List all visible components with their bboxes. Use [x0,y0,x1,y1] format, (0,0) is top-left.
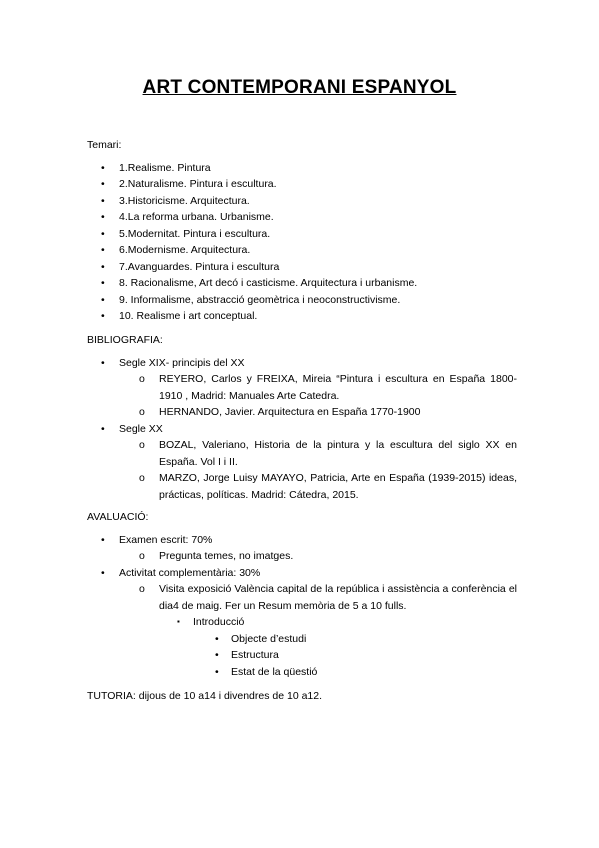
intro-subitem: Objecte d’estudi [231,632,307,645]
bullet-icon: • [101,260,105,273]
list-item [87,421,517,438]
bullet-icon: • [101,211,105,223]
temari-item: 5.Modernitat. Pintura i escultura. [119,227,271,240]
bullet-icon: o [139,583,145,595]
bibliografia-section [87,332,517,503]
list-item [87,532,517,549]
list-item [215,631,517,648]
bullet-icon: • [101,533,105,546]
temari-list [87,160,517,325]
bibliografia-label: BIBLIOGRAFIA: [87,334,163,346]
bullet-icon: • [101,566,105,579]
list-item [87,160,517,177]
bibliografia-ref: HERNANDO, Javier. Arquitectura en España 1770-1900 [159,406,421,418]
temari-item: 9. Informalisme, abstracció geomètrica i neoconstructivisme. [119,293,401,306]
bibliografia-ref: REYERO, Carlos y FREIXA, Mireia “Pintura i escultura en España 1800-1910 , Madrid: Manuales Arte Catedra. [159,373,517,402]
temari-item: 7.Avanguardes. Pintura i escultura [119,260,280,273]
bullet-icon: • [101,161,105,174]
bullet-icon: • [215,665,219,678]
bullet-icon: • [101,227,105,240]
bullet-icon: • [101,277,105,289]
temari-item: 2.Naturalisme. Pintura i escultura. [119,178,277,190]
bullet-icon: • [215,632,219,645]
bibliografia-group-heading: Segle XX [119,422,163,435]
bullet-icon: • [101,310,105,322]
document-title: ART CONTEMPORANI ESPANYOL [142,77,457,98]
list-item [87,565,517,582]
bullet-icon: • [101,244,105,256]
list-item [87,275,517,292]
bibliografia-ref: BOZAL, Valeriano, Historia de la pintura y la escultura del siglo XX en España. Vol I i II. [159,439,517,468]
temari-item: 3.Historicisme. Arquitectura. [119,194,250,207]
temari-section [87,137,517,325]
temari-item: 10. Realisme i art conceptual. [119,310,258,322]
bullet-icon: • [101,178,105,190]
temari-item: 1.Realisme. Pintura [119,161,211,174]
bullet-icon: • [215,649,219,661]
activity-item: Activitat complementària: 30% [119,566,261,579]
list-item [139,437,517,470]
list-item [87,308,517,325]
list-item [139,371,517,404]
activity-detail: Visita exposició València capital de la república i assistència a conferència el dia4 de maig. Fer un Resum memòria de 5 a 10 fulls. [159,583,517,612]
intro-item: Introducció [193,616,245,628]
list-item [215,664,517,681]
list-item [87,176,517,193]
bibliografia-ref: MARZO, Jorge Luisy MAYAYO, Patricia, Arte en España (1939-2015) ideas, prácticas, políticas. Madrid: Cátedra, 2015. [159,472,517,501]
bullet-icon: • [101,194,105,207]
list-item [139,404,517,421]
list-item [139,470,517,503]
bibliografia-group-heading: Segle XIX- principis del XX [119,356,245,369]
temari-item: 6.Modernisme. Arquitectura. [119,244,251,256]
list-item [87,193,517,210]
list-item [215,647,517,664]
temari-item: 8. Racionalisme, Art decó i casticisme. Arquitectura i urbanisme. [119,277,418,289]
bibliografia-list [87,355,517,504]
bullet-icon: o [139,406,145,418]
list-item [87,209,517,226]
temari-label: Temari: [87,139,122,151]
bullet-icon: • [101,422,105,435]
avaluacio-label: AVALUACIÓ: [87,511,149,523]
tutoria-text: TUTORIA: dijous de 10 a14 i divendres de 10 a12. [87,690,323,702]
list-item [87,292,517,309]
list-item [87,226,517,243]
list-item [139,548,517,565]
temari-item: 4.La reforma urbana. Urbanisme. [119,211,274,223]
bullet-icon: • [101,356,105,369]
list-item [87,242,517,259]
exam-item: Examen escrit: 70% [119,533,213,546]
list-item [87,355,517,372]
list-item [139,581,517,614]
intro-subitem: Estructura [231,649,279,661]
bullet-icon: o [139,439,145,451]
list-item [177,614,517,631]
exam-detail: Pregunta temes, no imatges. [159,550,294,562]
bullet-icon: o [139,472,145,484]
bullet-icon: • [101,293,105,306]
intro-subitem: Estat de la qüestió [231,665,318,678]
bullet-icon: ▪ [177,617,180,626]
list-item [87,259,517,276]
avaluacio-list [87,532,517,681]
avaluacio-section [87,509,517,680]
bullet-icon: o [139,373,145,385]
bullet-icon: o [139,550,145,562]
